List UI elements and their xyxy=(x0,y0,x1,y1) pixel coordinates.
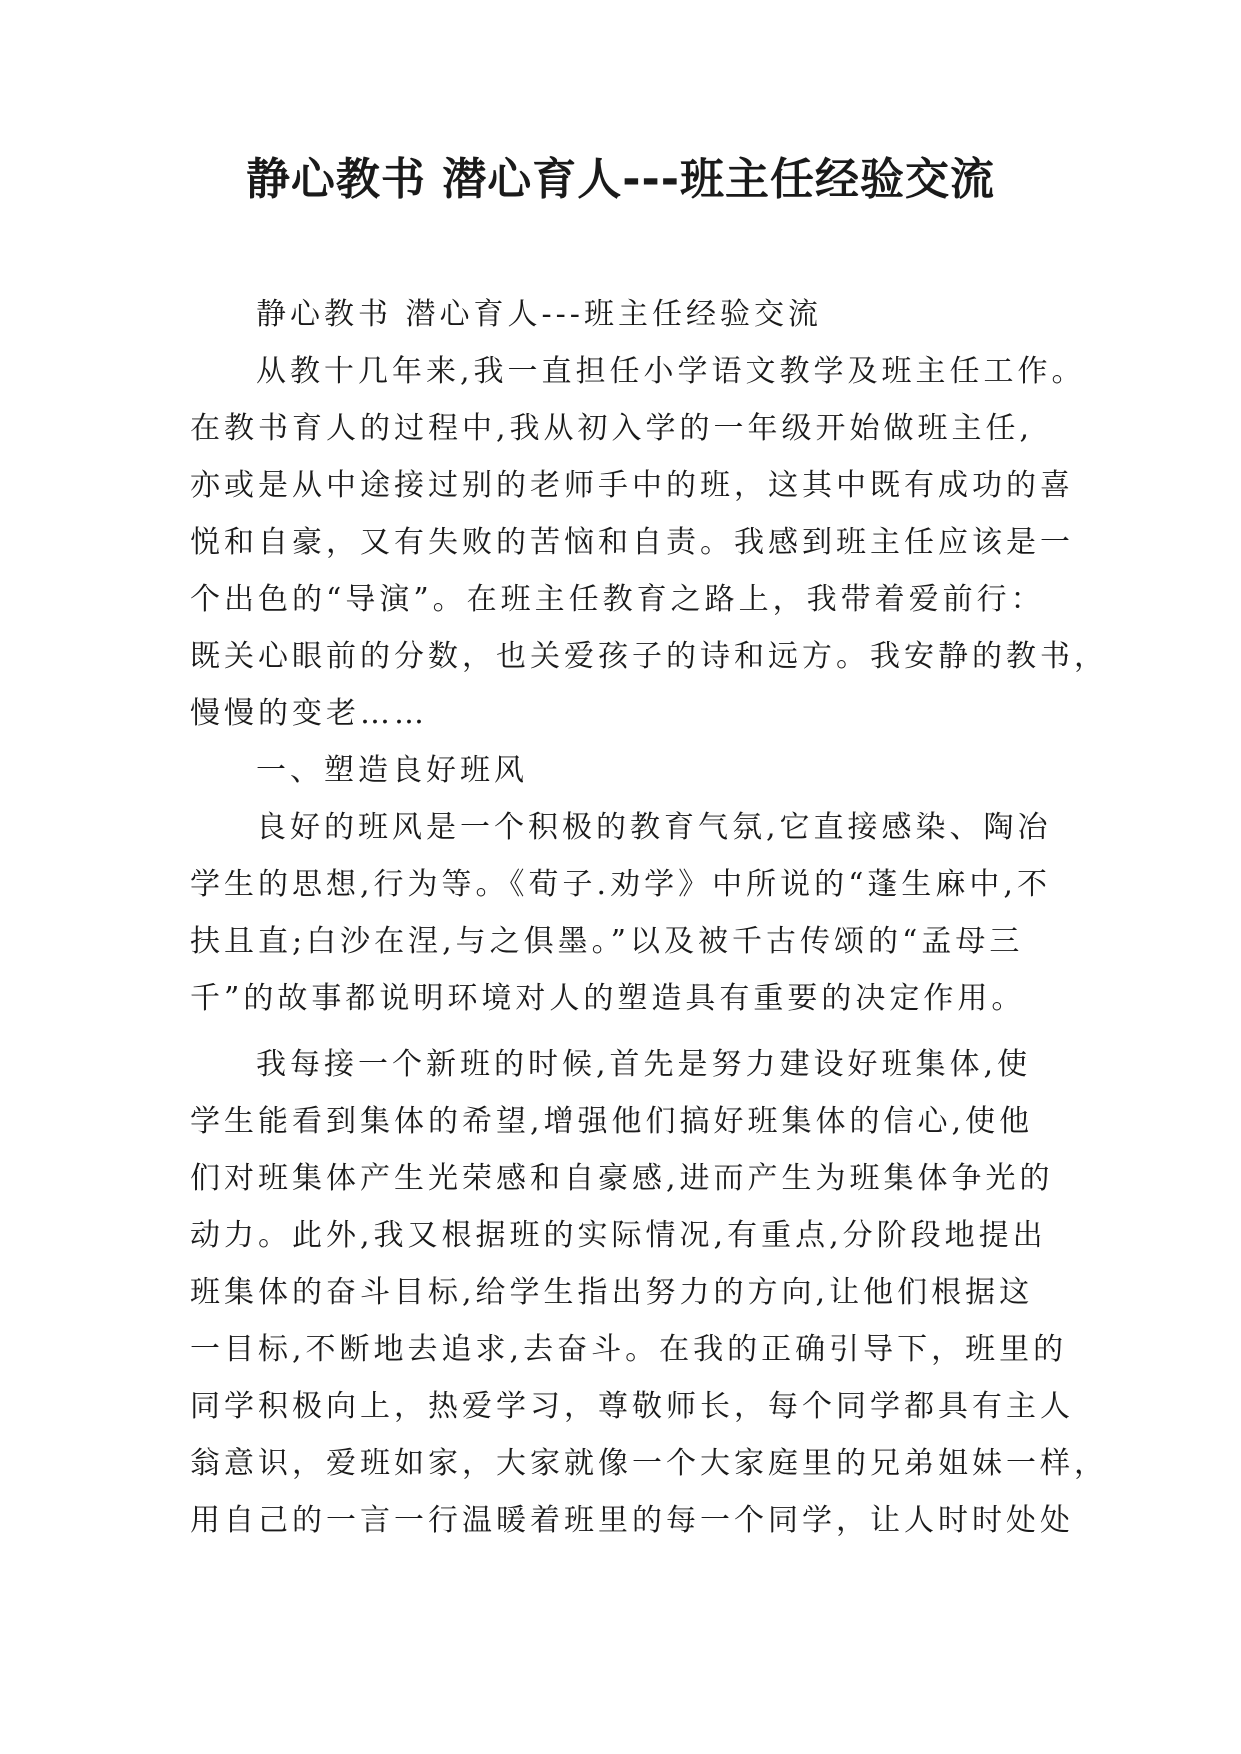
body-line: 学生能看到集体的希望,增强他们搞好班集体的信心,使他 xyxy=(190,1104,1034,1139)
section-heading: 一、塑造良好班风 xyxy=(256,753,528,788)
body-line: 慢慢的变老…… xyxy=(190,696,428,731)
body-line: 动力。此外,我又根据班的实际情况,有重点,分阶段地提出 xyxy=(190,1218,1047,1253)
body-line: 千”的故事都说明环境对人的塑造具有重要的决定作用。 xyxy=(190,981,1026,1016)
document-title: 静心教书 潜心育人---班主任经验交流 xyxy=(245,154,996,205)
body-line: 学生的思想,行为等。《荀子.劝学》中所说的“蓬生麻中,不 xyxy=(190,867,1051,902)
body-line-subtitle: 静心教书 潜心育人---班主任经验交流 xyxy=(256,297,822,332)
body-line: 同学积极向上，热爱学习，尊敬师长，每个同学都具有主人 xyxy=(190,1389,1074,1424)
body-line: 从教十几年来,我一直担任小学语文教学及班主任工作。 xyxy=(256,354,1086,389)
body-line: 悦和自豪，又有失败的苦恼和自责。我感到班主任应该是一 xyxy=(190,525,1074,560)
body-line: 良好的班风是一个积极的教育气氛,它直接感染、陶冶 xyxy=(256,810,1052,845)
body-line: 扶且直;白沙在涅,与之俱墨。”以及被千古传颂的“孟母三 xyxy=(190,924,1024,959)
body-line: 翁意识，爱班如家，大家就像一个大家庭里的兄弟姐妹一样， xyxy=(190,1446,1108,1481)
body-line: 亦或是从中途接过别的老师手中的班，这其中既有成功的喜 xyxy=(190,468,1074,503)
document-body xyxy=(190,286,1108,1549)
body-line: 既关心眼前的分数，也关爱孩子的诗和远方。我安静的教书， xyxy=(190,639,1108,674)
body-line: 我每接一个新班的时候,首先是努力建设好班集体,使 xyxy=(256,1047,1032,1082)
body-line: 一目标,不断地去追求,去奋斗。在我的正确引导下，班里的 xyxy=(190,1332,1068,1367)
body-line: 在教书育人的过程中,我从初入学的一年级开始做班主任, xyxy=(190,411,1034,446)
body-line: 班集体的奋斗目标,给学生指出努力的方向,让他们根据这 xyxy=(190,1275,1034,1310)
body-line: 用自己的一言一行温暖着班里的每一个同学，让人时时处处 xyxy=(190,1503,1074,1538)
body-line: 们对班集体产生光荣感和自豪感,进而产生为班集体争光的 xyxy=(190,1161,1054,1196)
body-line: 个出色的“导演”。在班主任教育之路上，我带着爱前行： xyxy=(190,582,1045,617)
